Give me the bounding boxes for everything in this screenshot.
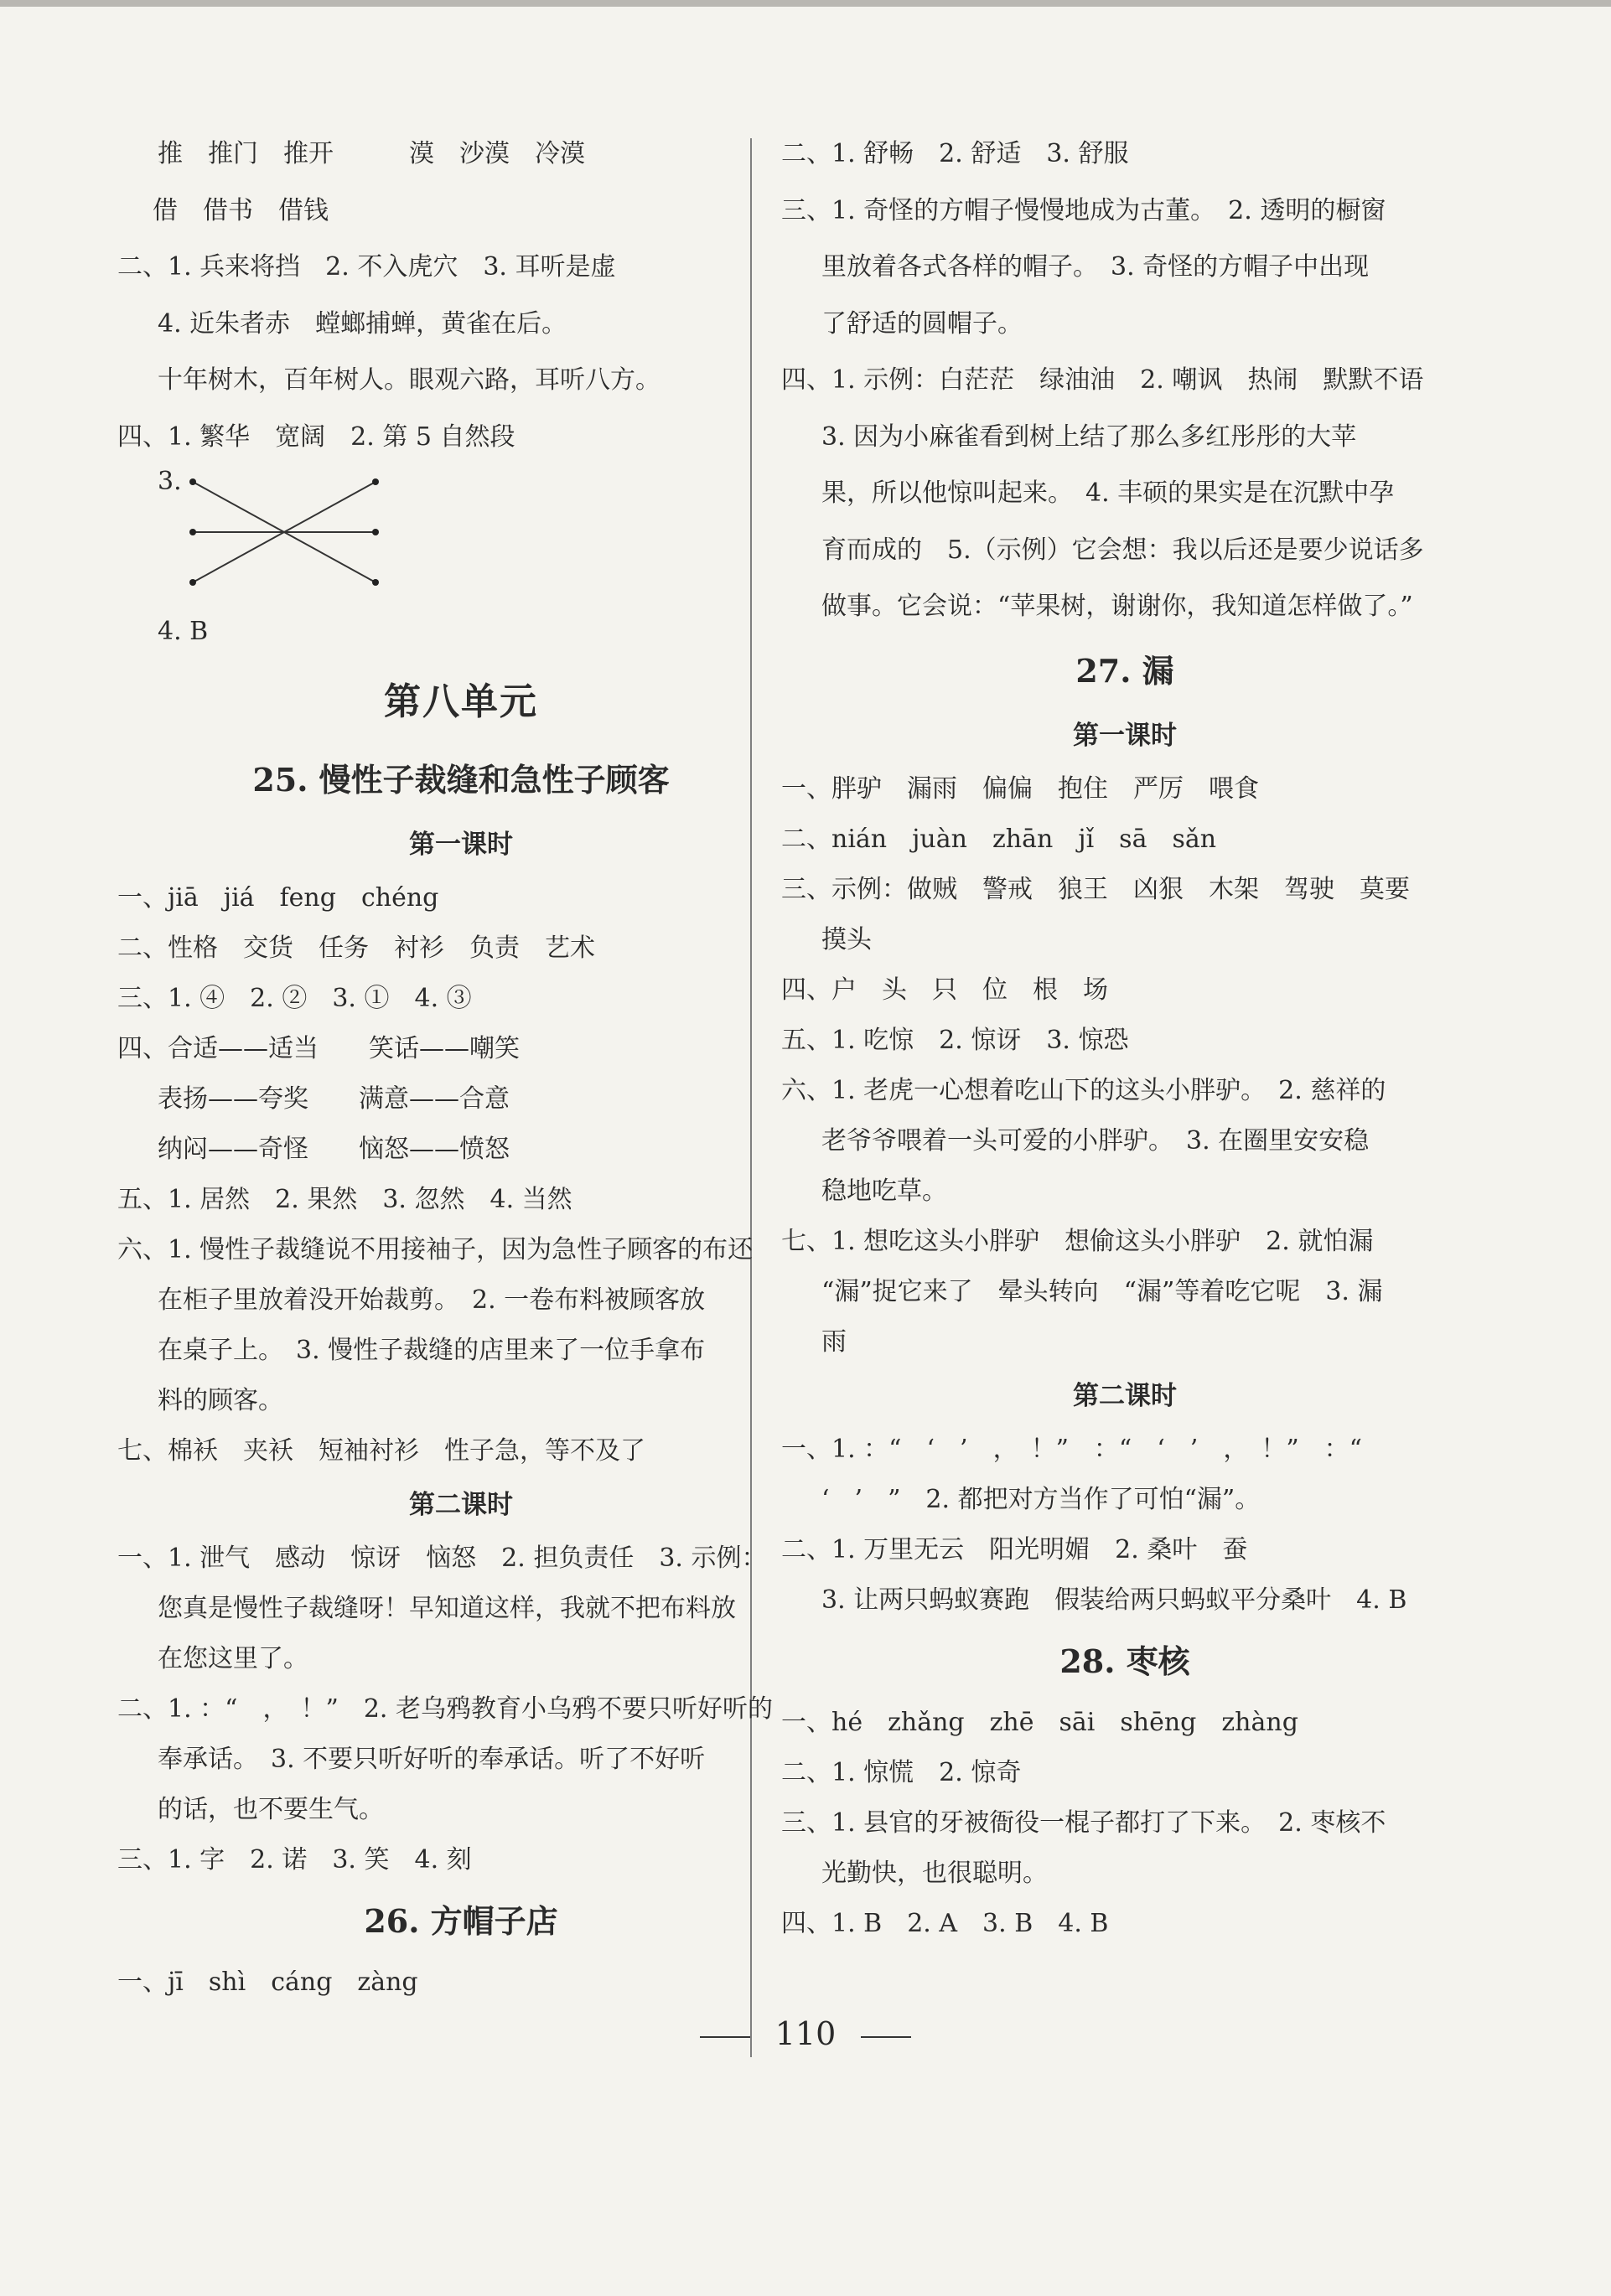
answer-line: 一、jiā jiá feng chéng bbox=[117, 882, 439, 913]
answer-line: 雨 bbox=[821, 1326, 847, 1357]
answer-line: 六、1. 老虎一心想着吃山下的这头小胖驴。 2. 慈祥的 bbox=[781, 1075, 1386, 1105]
answer-line: 4. B bbox=[158, 617, 209, 646]
answer-line: “漏”捉它来了 晕头转向 “漏”等着吃它呢 3. 漏 bbox=[821, 1276, 1383, 1306]
answer-line: 三、示例：做贼 警戒 狼王 凶狠 木架 驾驶 莫要 bbox=[781, 874, 1410, 904]
answer-line: ‘ ’ ” 2. 都把对方当作了可怕“漏”。 bbox=[821, 1484, 1261, 1514]
answer-line: 一、jī shì cáng zàng bbox=[117, 1967, 418, 1997]
page-number-value: 110 bbox=[774, 2015, 837, 2052]
answer-line: 在桌子上。 3. 慢性子裁缝的店里来了一位手拿布 bbox=[158, 1335, 706, 1365]
period-heading: 第一课时 bbox=[409, 829, 513, 860]
answer-line: 一、胖驴 漏雨 偏偏 抱住 严厉 喂食 bbox=[781, 773, 1259, 804]
answer-line: 3. 因为小麻雀看到树上结了那么多红彤彤的大苹 bbox=[821, 421, 1357, 452]
answer-line: 二、nián juàn zhān jǐ sā sǎn bbox=[781, 824, 1217, 854]
answer-line: 了舒适的圆帽子。 bbox=[821, 308, 1023, 339]
page-number bbox=[0, 2015, 1611, 2052]
answer-line: 五、1. 吃惊 2. 惊讶 3. 惊恐 bbox=[781, 1025, 1129, 1055]
answer-line: 二、性格 交货 任务 衬衫 负责 艺术 bbox=[117, 933, 595, 963]
answer-line: 十年树木，百年树人。眼观六路，耳听八方。 bbox=[158, 365, 660, 395]
answer-line: 一、1. 泄气 感动 惊讶 恼怒 2. 担负责任 3. 示例： bbox=[117, 1543, 767, 1573]
answer-line: 的话，也不要生气。 bbox=[158, 1794, 384, 1824]
answer-line: 奉承话。 3. 不要只听好听的奉承话。听了不好听 bbox=[158, 1744, 706, 1774]
lesson-title: 26. 方帽子店 bbox=[364, 1901, 558, 1940]
answer-line: 二、1. 万里无云 阳光明媚 2. 桑叶 蚕 bbox=[781, 1534, 1248, 1564]
answer-line: 老爷爷喂着一头可爱的小胖驴。 3. 在圈里安安稳 bbox=[821, 1125, 1370, 1156]
answer-line: 一、hé zhǎng zhē sāi shēng zhàng bbox=[781, 1707, 1298, 1737]
answer-line: 四、户 头 只 位 根 场 bbox=[781, 975, 1108, 1005]
lesson-title: 28. 枣核 bbox=[1059, 1642, 1190, 1680]
answer-line: 纳闷——奇怪 恼怒——愤怒 bbox=[158, 1134, 510, 1164]
answer-line: 4. 近朱者赤 螳螂捕蝉，黄雀在后。 bbox=[158, 308, 567, 339]
period-heading: 第二课时 bbox=[409, 1489, 513, 1520]
answer-line: 二、1. 兵来将挡 2. 不入虎穴 3. 耳听是虚 bbox=[117, 252, 616, 282]
answer-line: 五、1. 居然 2. 果然 3. 忽然 4. 当然 bbox=[117, 1184, 572, 1214]
left-column bbox=[117, 126, 805, 2008]
answer-line: 摸头 bbox=[821, 924, 872, 954]
answer-line: 稳地吃草。 bbox=[821, 1176, 947, 1206]
matching-diagram bbox=[117, 465, 805, 603]
right-column bbox=[781, 126, 1469, 1949]
answer-line: 料的顾客。 bbox=[158, 1385, 283, 1415]
answer-line: 七、棉袄 夹袄 短袖衬衫 性子急，等不及了 bbox=[117, 1435, 645, 1466]
answer-line: 四、合适——适当 笑话——嘲笑 bbox=[117, 1033, 520, 1063]
answer-line: 二、1. ：“ ， ！” 2. 老乌鸦教育小乌鸦不要只听好听的 bbox=[117, 1694, 773, 1724]
answer-line: 二、1. 舒畅 2. 舒适 3. 舒服 bbox=[781, 139, 1129, 168]
answer-line: 四、1. 繁华 宽阔 2. 第 5 自然段 bbox=[117, 421, 515, 452]
answer-line: 四、1. B 2. A 3. B 4. B bbox=[781, 1908, 1109, 1938]
answer-line: 做事。它会说：“苹果树，谢谢你，我知道怎样做了。” bbox=[821, 592, 1413, 621]
period-heading: 第一课时 bbox=[1073, 720, 1177, 751]
answer-line: 育而成的 5.（示例）它会想：我以后还是要少说话多 bbox=[821, 535, 1424, 565]
unit-title: 第八单元 bbox=[384, 680, 538, 723]
answer-line: 七、1. 想吃这头小胖驴 想偷这头小胖驴 2. 就怕漏 bbox=[781, 1226, 1374, 1256]
answer-line: 在您这里了。 bbox=[158, 1643, 308, 1673]
period-heading: 第二课时 bbox=[1073, 1380, 1177, 1411]
matching-number: 3. bbox=[158, 467, 182, 496]
answer-line: 三、1. ④ 2. ② 3. ① 4. ③ bbox=[117, 983, 472, 1013]
lesson-title: 27. 漏 bbox=[1075, 651, 1174, 690]
answer-line: 二、1. 惊慌 2. 惊奇 bbox=[781, 1757, 1022, 1787]
answer-line: 果，所以他惊叫起来。 4. 丰硕的果实是在沉默中孕 bbox=[821, 478, 1395, 508]
answer-line: 里放着各式各样的帽子。 3. 奇怪的方帽子中出现 bbox=[821, 252, 1370, 282]
answer-line: 六、1. 慢性子裁缝说不用接袖子，因为急性子顾客的布还 bbox=[117, 1234, 754, 1264]
answer-line: 四、1. 示例：白茫茫 绿油油 2. 嘲讽 热闹 默默不语 bbox=[781, 365, 1424, 395]
matching-lines bbox=[176, 465, 461, 599]
top-border bbox=[0, 0, 1611, 7]
answer-line: 一、1. ：“ ‘ ’ ， ！” ：“ ‘ ’ ， ！” ：“ bbox=[781, 1434, 1362, 1464]
answer-line: 推 推门 推开 漠 沙漠 冷漠 bbox=[158, 139, 585, 168]
answer-line: 您真是慢性子裁缝呀！早知道这样，我就不把布料放 bbox=[158, 1593, 736, 1623]
dash-left bbox=[700, 2036, 750, 2038]
answer-line: 在柜子里放着没开始裁剪。 2. 一卷布料被顾客放 bbox=[158, 1285, 706, 1315]
answer-line: 三、1. 字 2. 诺 3. 笑 4. 刻 bbox=[117, 1844, 472, 1875]
answer-line: 三、1. 县官的牙被衙役一棍子都打了下来。 2. 枣核不 bbox=[781, 1807, 1386, 1838]
answer-line: 表扬——夸奖 满意——合意 bbox=[158, 1083, 510, 1114]
answer-line: 3. 让两只蚂蚁赛跑 假装给两只蚂蚁平分桑叶 4. B bbox=[821, 1585, 1407, 1615]
dash-right bbox=[861, 2036, 911, 2038]
lesson-title: 25. 慢性子裁缝和急性子顾客 bbox=[252, 760, 670, 799]
answer-line: 借 借书 借钱 bbox=[153, 195, 329, 225]
answer-line: 光勤快，也很聪明。 bbox=[821, 1858, 1048, 1888]
answer-line: 三、1. 奇怪的方帽子慢慢地成为古董。 2. 透明的橱窗 bbox=[781, 195, 1386, 225]
